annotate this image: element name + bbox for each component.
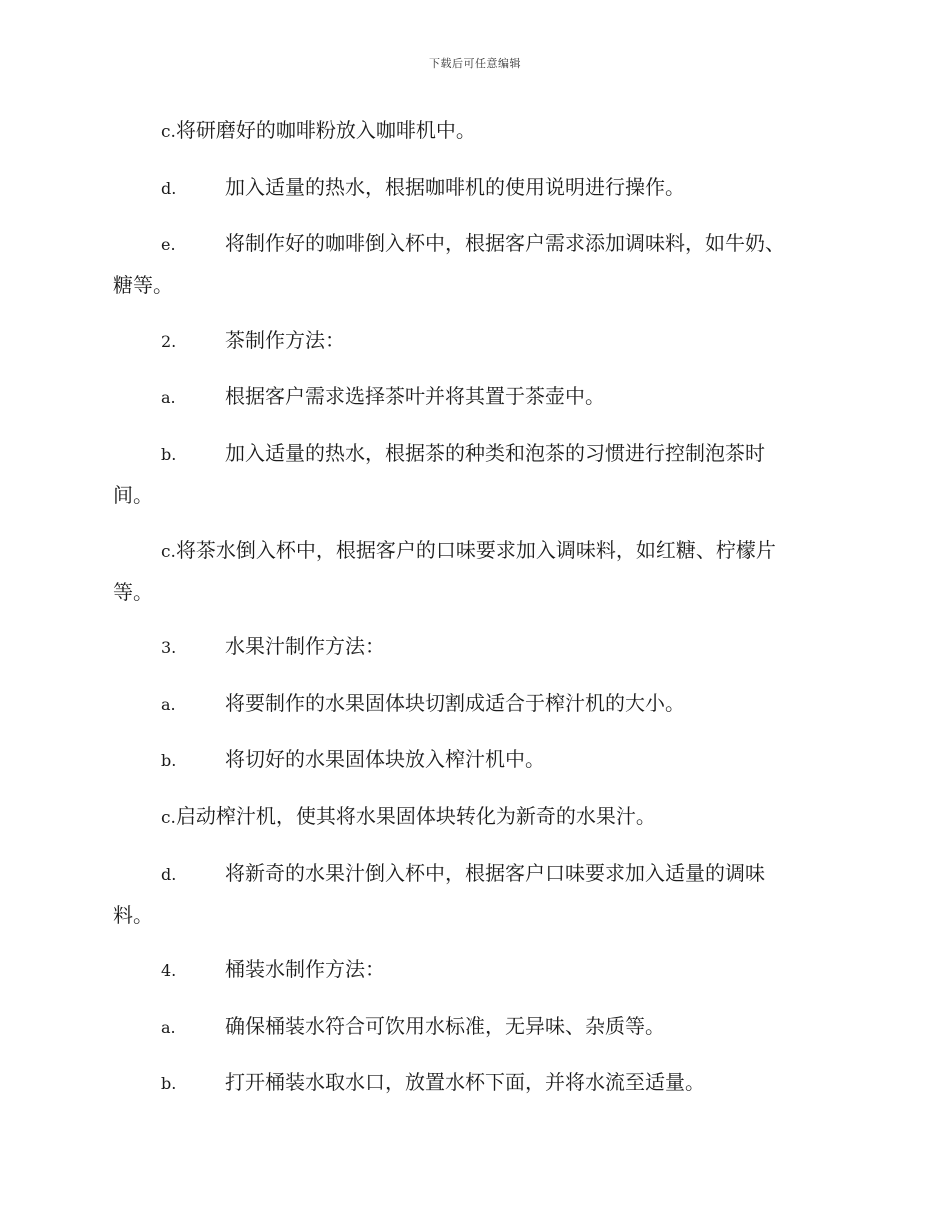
list-item: [113, 165, 833, 211]
section-heading-text: 茶制作方法：: [225, 327, 345, 352]
list-marker: d.: [161, 178, 177, 198]
list-item: [113, 431, 833, 517]
list-marker: 2.: [161, 331, 177, 351]
list-item: [113, 108, 833, 154]
list-item-text: 将茶水倒入杯中，根据客户的口味要求加入调味料，如红糖、柠檬片: [175, 537, 776, 562]
list-item-text: 将新奇的水果汁倒入杯中，根据客户口味要求加入适量的调味: [225, 860, 765, 885]
list-item-text-continuation: 间。: [113, 482, 153, 507]
list-marker: a.: [161, 694, 176, 714]
list-marker: e.: [161, 235, 176, 255]
list-item-text: 打开桶装水取水口，放置水杯下面，并将水流至适量。: [225, 1070, 705, 1095]
list-item: [113, 374, 833, 420]
list-item-text-continuation: 等。: [113, 579, 153, 604]
list-item-text: 将切好的水果固体块放入榨汁机中。: [225, 747, 545, 772]
list-marker: b.: [161, 444, 177, 464]
list-marker: d.: [161, 864, 177, 884]
list-marker: b.: [161, 751, 177, 771]
list-item-text: 加入适量的热水，根据咖啡机的使用说明进行操作。: [225, 174, 685, 199]
list-item-text-continuation: 糖等。: [113, 273, 173, 298]
list-item-text: 将研磨好的咖啡粉放入咖啡机中。: [175, 118, 476, 142]
list-item: [113, 681, 833, 727]
list-marker: 3.: [161, 638, 177, 658]
list-item: [113, 1004, 833, 1050]
list-item: [113, 851, 833, 937]
section-heading: [113, 947, 833, 993]
list-item-text: 将制作好的咖啡倒入杯中，根据客户需求添加调味料，如牛奶、: [225, 231, 785, 256]
list-marker: a.: [161, 1017, 176, 1037]
section-heading-text: 水果汁制作方法：: [225, 634, 385, 659]
section-heading-text: 桶装水制作方法：: [225, 957, 385, 982]
list-item: [113, 1060, 833, 1106]
list-marker: c.: [161, 541, 176, 562]
list-item: [113, 794, 833, 840]
page-header: 下载后可任意编辑: [429, 57, 521, 70]
list-item-text-continuation: 料。: [113, 902, 153, 927]
list-marker: c.: [161, 122, 176, 142]
list-marker: a.: [161, 388, 176, 408]
list-item: [113, 221, 833, 307]
section-heading: [113, 318, 833, 364]
list-item-text: 启动榨汁机，使其将水果固体块转化为新奇的水果汁。: [175, 803, 656, 828]
list-marker: b.: [161, 1074, 177, 1094]
list-item-text: 确保桶装水符合可饮用水标准，无异味、杂质等。: [225, 1013, 665, 1038]
list-item: [113, 737, 833, 783]
list-item-text: 根据客户需求选择茶叶并将其置于茶壶中。: [225, 384, 605, 409]
list-marker: 4.: [161, 961, 177, 981]
list-item-text: 将要制作的水果固体块切割成适合于榨汁机的大小。: [225, 690, 685, 715]
list-marker: c.: [161, 807, 176, 828]
document-body: [113, 108, 833, 1117]
list-item-text: 加入适量的热水，根据茶的种类和泡茶的习惯进行控制泡茶时: [225, 440, 765, 465]
list-item: [113, 528, 833, 614]
section-heading: [113, 624, 833, 670]
